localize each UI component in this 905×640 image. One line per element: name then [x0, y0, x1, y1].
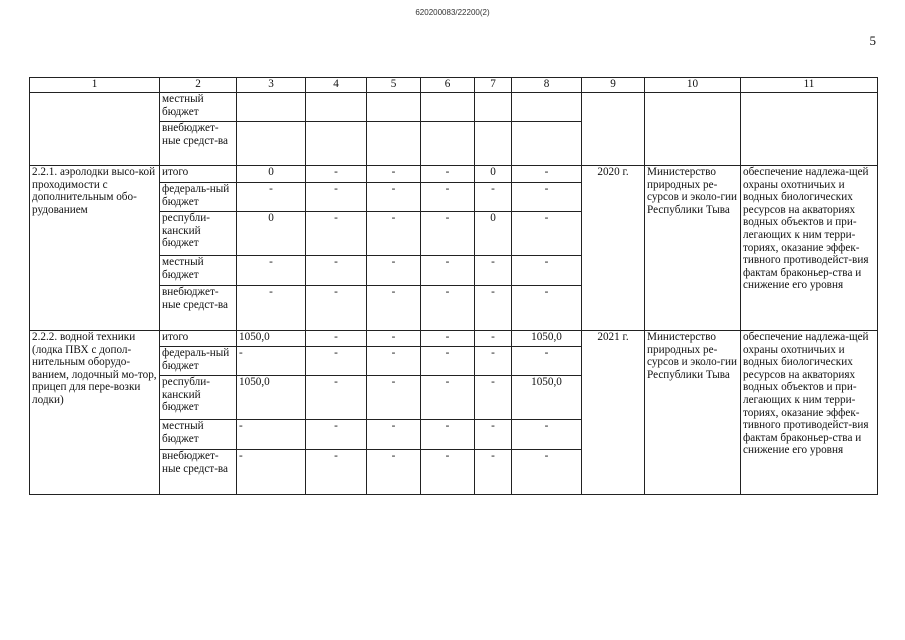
value-cell: - [306, 286, 367, 331]
column-header: 1 [30, 78, 160, 93]
value-cell: - [421, 183, 475, 212]
value-cell: - [306, 450, 367, 495]
result-cell: обеспечение надлежа-щей охраны охотничьих и водных биологических ресурсов на акваториях водных объектов и при-легающих к ним терри-ториях, оказание эффек-тивного противодейст-вия фактам браконьер-ства и снижение его уровня [741, 331, 878, 495]
funding-source-cell: местный бюджет [160, 420, 237, 450]
funding-source-cell: местный бюджет [160, 256, 237, 286]
value-cell: - [367, 420, 421, 450]
value-cell: - [306, 256, 367, 286]
value-cell: - [512, 212, 582, 256]
value-cell: - [512, 166, 582, 183]
value-cell: - [367, 286, 421, 331]
value-cell: - [306, 166, 367, 183]
executor-cell: Министерство природных ре-сурсов и эколо-гии Республики Тыва [645, 166, 741, 331]
value-cell: - [475, 376, 512, 420]
result-cell: обеспечение надлежа-щей охраны охотничьих и водных биологических ресурсов на акваториях водных объектов и при-легающих к ним терри-ториях, оказание эффек-тивного противодейст-вия фактам браконьер-ства и снижение его уровня [741, 166, 878, 331]
value-cell: - [512, 347, 582, 376]
value-cell: - [421, 256, 475, 286]
value-cell: - [475, 450, 512, 495]
column-header: 3 [237, 78, 306, 93]
value-cell: - [512, 286, 582, 331]
value-cell: - [237, 183, 306, 212]
value-cell: - [237, 450, 306, 495]
value-cell: - [367, 347, 421, 376]
year-cell: 2021 г. [582, 331, 645, 495]
value-cell: - [306, 212, 367, 256]
value-cell: - [421, 166, 475, 183]
value-cell: - [421, 420, 475, 450]
value-cell: - [512, 256, 582, 286]
value-cell: 0 [237, 166, 306, 183]
value-cell: 0 [475, 212, 512, 256]
value-cell: - [475, 286, 512, 331]
value-cell: - [421, 450, 475, 495]
value-cell: 1050,0 [237, 331, 306, 347]
funding-source-cell: внебюджет-ные средст-ва [160, 122, 237, 166]
value-cell: - [306, 420, 367, 450]
funding-source-cell: федераль-ный бюджет [160, 183, 237, 212]
document-id: 620200083/22200(2) [415, 8, 490, 17]
funding-source-cell: итого [160, 331, 237, 347]
value-cell: - [475, 331, 512, 347]
value-cell: - [367, 166, 421, 183]
value-cell: 1050,0 [237, 376, 306, 420]
value-cell: - [421, 347, 475, 376]
continued-name-cell [30, 93, 160, 166]
value-cell: - [512, 420, 582, 450]
measure-name-cell: 2.2.1. аэролодки высо-кой проходимости с дополнительным обо-рудованием [30, 166, 160, 331]
value-cell: - [475, 183, 512, 212]
continued-result-cell [741, 93, 878, 166]
value-cell: - [421, 376, 475, 420]
budget-table [29, 77, 878, 495]
column-header: 6 [421, 78, 475, 93]
continued-executor-cell [645, 93, 741, 166]
value-cell: - [367, 331, 421, 347]
value-cell: - [421, 286, 475, 331]
table-row [30, 331, 878, 347]
funding-source-cell: федераль-ный бюджет [160, 347, 237, 376]
value-cell: 0 [237, 212, 306, 256]
funding-source-cell: республи-канский бюджет [160, 376, 237, 420]
value-cell: - [421, 212, 475, 256]
column-header: 5 [367, 78, 421, 93]
value-cell: 0 [475, 166, 512, 183]
value-cell: - [237, 347, 306, 376]
value-cell: - [421, 331, 475, 347]
value-cell: - [512, 183, 582, 212]
value-cell: 1050,0 [512, 376, 582, 420]
column-header: 4 [306, 78, 367, 93]
funding-source-cell: местный бюджет [160, 93, 237, 122]
value-cell: 1050,0 [512, 331, 582, 347]
value-cell: - [367, 256, 421, 286]
table-row [30, 166, 878, 183]
funding-source-cell: внебюджет-ные средст-ва [160, 286, 237, 331]
value-cell: - [306, 183, 367, 212]
table-row [30, 93, 878, 122]
value-cell: - [512, 450, 582, 495]
funding-source-cell: внебюджет-ные средст-ва [160, 450, 237, 495]
value-cell: - [367, 376, 421, 420]
value-cell: - [475, 347, 512, 376]
value-cell: - [367, 450, 421, 495]
value-cell: - [306, 331, 367, 347]
year-cell: 2020 г. [582, 166, 645, 331]
column-header: 8 [512, 78, 582, 93]
value-cell: - [367, 183, 421, 212]
column-header: 10 [645, 78, 741, 93]
value-cell: - [237, 256, 306, 286]
column-numbers-row [30, 78, 878, 93]
column-header: 11 [741, 78, 878, 93]
value-cell: - [367, 212, 421, 256]
column-header: 9 [582, 78, 645, 93]
page-number: 5 [869, 33, 876, 48]
value-cell: - [237, 286, 306, 331]
column-header: 2 [160, 78, 237, 93]
measure-name-cell: 2.2.2. водной техники (лодка ПВХ с допол-нительным оборудо-ванием, лодочный мо-тор, прицеп для пере-возки лодки) [30, 331, 160, 495]
value-cell: - [475, 420, 512, 450]
column-header: 7 [475, 78, 512, 93]
funding-source-cell: республи-канский бюджет [160, 212, 237, 256]
funding-source-cell: итого [160, 166, 237, 183]
value-cell: - [306, 347, 367, 376]
value-cell: - [475, 256, 512, 286]
value-cell: - [306, 376, 367, 420]
continued-year-cell [582, 93, 645, 166]
executor-cell: Министерство природных ре-сурсов и эколо-гии Республики Тыва [645, 331, 741, 495]
value-cell: - [237, 420, 306, 450]
